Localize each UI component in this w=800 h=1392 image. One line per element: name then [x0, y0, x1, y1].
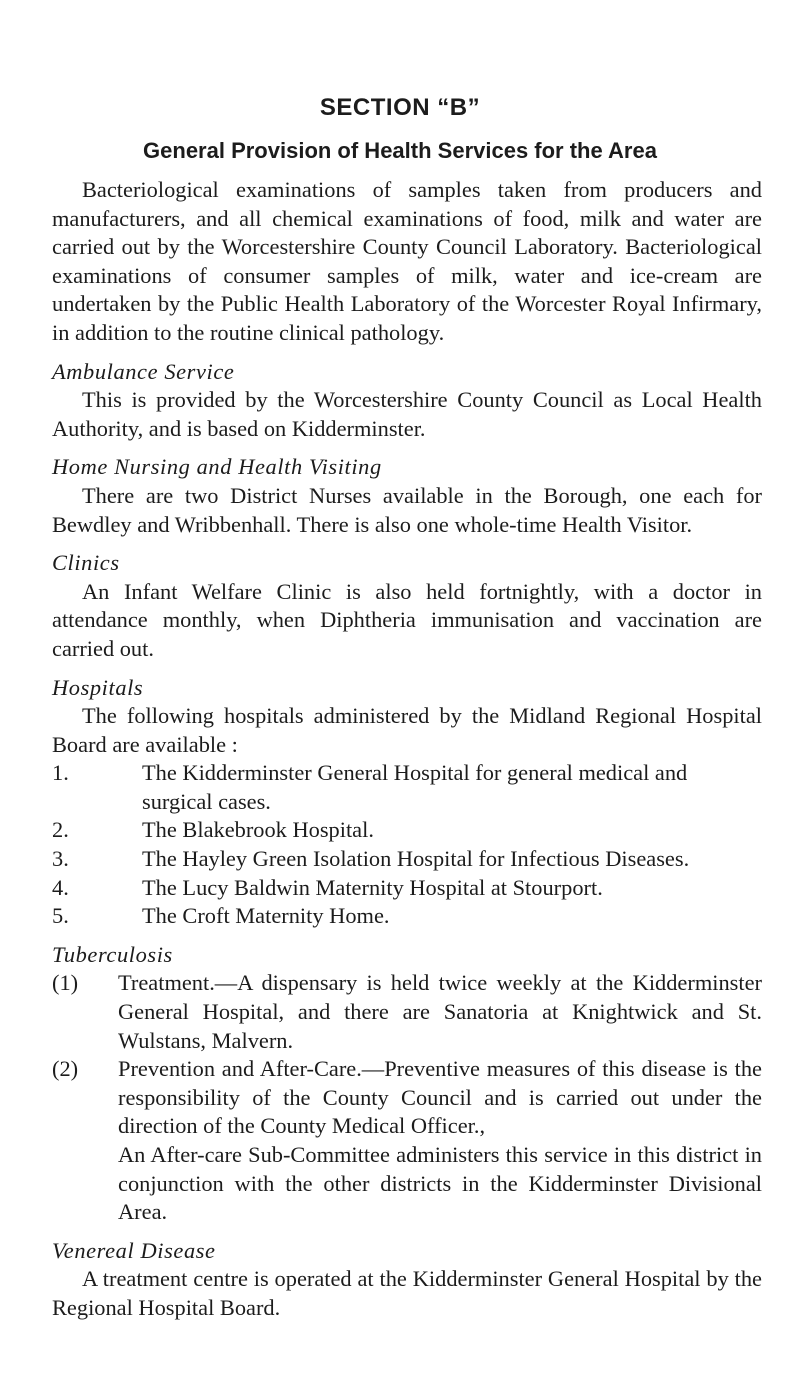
item-text: The Croft Maternity Home. [142, 903, 390, 929]
list-item [52, 902, 762, 931]
ambulance-paragraph: This is provided by the Worcestershire County Council as Local Health Authority, and is based on Kidderminster. [52, 387, 762, 441]
list-item [52, 845, 762, 874]
list-item [52, 816, 762, 845]
section-title: SECTION “B” [319, 94, 481, 121]
list-item [52, 1055, 762, 1141]
hospitals-intro: The following hospitals administered by the Midland Regional Hospital Board are available : [52, 703, 762, 757]
hospitals-list [52, 759, 762, 931]
list-item [52, 969, 762, 1055]
item-text: The Hayley Green Isolation Hospital for Infectious Diseases. [142, 846, 690, 872]
list-item [52, 874, 762, 903]
item-number: (1) [52, 970, 79, 996]
tuberculosis-aftercare-paragraph: An After-care Sub-Committee administers this service in this district in conjunction with the other districts in the Kidderminster Divisional Area. [118, 1142, 762, 1225]
item-text: Prevention and After-Care.—Preventive measures of this disease is the responsibility of the County Council and is carried out under the direction of the County Medical Officer., [118, 1056, 762, 1139]
tuberculosis-list [52, 969, 762, 1141]
item-text: The Lucy Baldwin Maternity Hospital at Stourport. [142, 874, 603, 900]
main-heading: General Provision of Health Services for the Area [143, 138, 657, 163]
item-text: The Kidderminster General Hospital for general medical and surgical cases. [142, 760, 688, 814]
item-number: 4. [52, 874, 69, 900]
intro-paragraph: Bacteriological examinations of samples taken from producers and manufacturers, and all chemical examinations of food, milk and water are carried out by the Worcestershire County Council Laboratory. Bacteriological examinations of consumer samples of milk, water and ice-cream are undertaken by the Public Health Laboratory of the Worcester Royal Infirmary, in addition to the routine clinical pathology. [52, 177, 762, 345]
clinics-heading: Clinics [52, 550, 120, 576]
item-number: 1. [52, 760, 69, 786]
hospitals-heading: Hospitals [52, 674, 144, 700]
venereal-paragraph: A treatment centre is operated at the Kidderminster General Hospital by the Regional Hospital Board. [52, 1266, 762, 1320]
home-nursing-paragraph: There are two District Nurses available in the Borough, one each for Bewdley and Wribbenhall. There is also one whole-time Health Visitor. [52, 482, 762, 537]
tuberculosis-heading: Tuberculosis [52, 941, 173, 967]
ambulance-heading: Ambulance Service [52, 358, 235, 384]
venereal-heading: Venereal Disease [52, 1237, 216, 1263]
item-number: 5. [52, 903, 69, 929]
body-text [52, 176, 762, 1323]
item-number: 3. [52, 846, 69, 872]
item-number: (2) [52, 1056, 79, 1082]
list-item [52, 759, 762, 816]
item-text: The Blakebrook Hospital. [142, 817, 374, 843]
item-text: Treatment.—A dispensary is held twice weekly at the Kidderminster General Hospital, and there are Sanatoria at Knightwick and St. Wulstans, Malvern. [118, 970, 762, 1053]
clinics-paragraph: An Infant Welfare Clinic is also held fortnightly, with a doctor in attendance monthly, when Diphtheria immunisation and vaccination are carried out. [52, 578, 762, 661]
home-nursing-heading: Home Nursing and Health Visiting [52, 454, 382, 480]
item-number: 2. [52, 817, 69, 843]
